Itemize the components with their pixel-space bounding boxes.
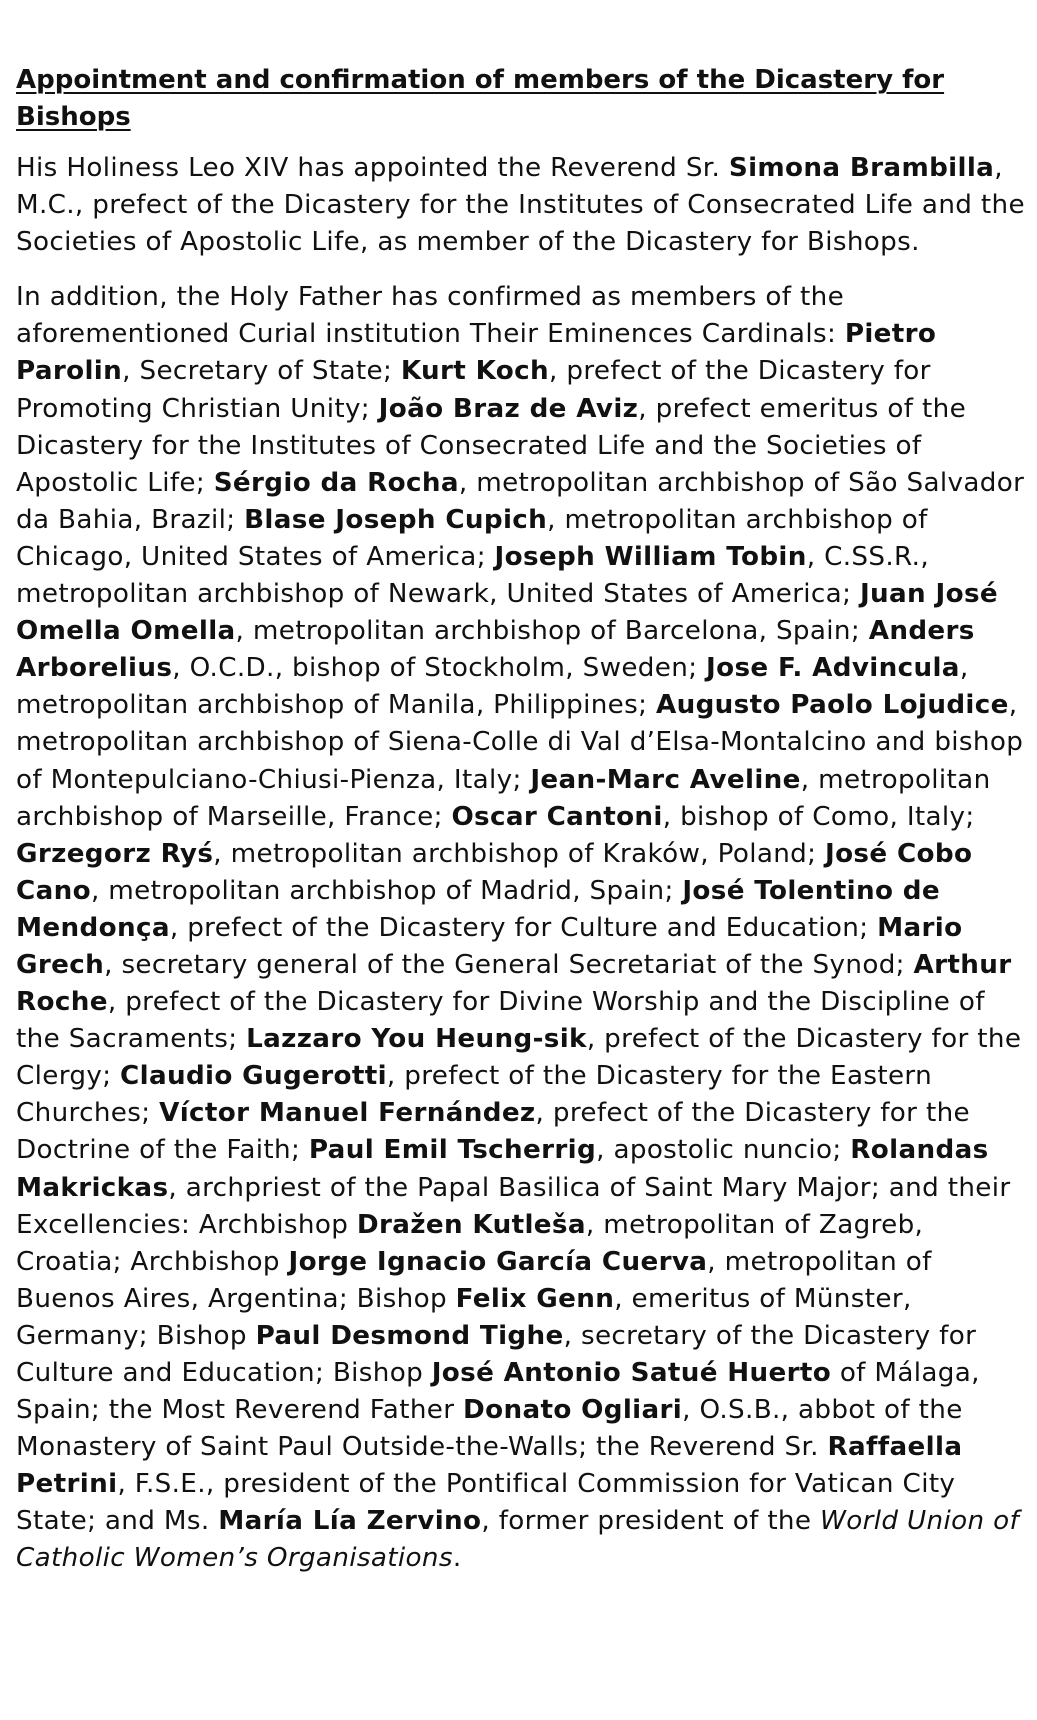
person-name: Oscar Cantoni — [451, 801, 663, 832]
text-run: of Málaga, Spain; the Most Reverend Father — [16, 1358, 980, 1426]
person-name: Lazzaro You Heung-sik — [246, 1024, 587, 1055]
text-run: , bishop of Como, Italy; — [662, 801, 975, 832]
person-name: Jorge Ignacio García Cuerva — [288, 1246, 708, 1277]
person-name: Raffaella Petrini — [16, 1432, 963, 1500]
person-name: Paul Emil Tscherrig — [308, 1135, 597, 1166]
text-run: , prefect of the Dicastery for Promoting Christian Unity; — [16, 356, 931, 424]
person-name: Dražen Kutleša — [356, 1209, 586, 1240]
text-run: , secretary of the Dicastery for Culture and Education; Bishop — [16, 1320, 977, 1388]
person-name: Donato Ogliari — [463, 1395, 683, 1426]
person-name: Víctor Manuel Fernández — [159, 1098, 536, 1129]
text-run: , prefect of the Dicastery for Divine Worship and the Discipline of the Sacraments; — [16, 987, 985, 1055]
person-name: Augusto Paolo Lojudice — [655, 690, 1009, 721]
person-name: Grzegorz Ryś — [16, 838, 214, 869]
text-run: , secretary general of the General Secretariat of the Synod; — [104, 949, 914, 980]
person-name: Paul Desmond Tighe — [255, 1320, 564, 1351]
text-run: , prefect of the Dicastery for Culture and Education; — [169, 912, 878, 943]
person-name: Arthur Roche — [16, 949, 1012, 1018]
text-run: , former president of the — [481, 1506, 821, 1537]
organisation-name: World Union of Catholic Women’s Organisations — [16, 1506, 1020, 1574]
text-run: , O.C.D., bishop of Stockholm, Sweden; — [172, 653, 707, 684]
person-name: José Antonio Satué Huerto — [431, 1358, 832, 1388]
person-name: Anders Arborelius — [16, 616, 975, 684]
person-name: Kurt Koch — [400, 356, 550, 387]
person-name: Simona Brambilla — [728, 153, 995, 183]
text-run: , M.C., prefect of the Dicastery for the Institutes of Consecrated Life and the Societies of Apostolic Life, as member of the Dicastery for Bishops. — [16, 153, 1025, 258]
text-run: His Holiness Leo XIV has appointed the Reverend Sr. — [16, 153, 729, 183]
person-name: Felix Genn — [455, 1283, 615, 1314]
article-title: Appointment and confirmation of members of the Dicastery for Bishops — [16, 65, 945, 132]
text-run: . — [452, 1543, 462, 1574]
text-run: , Secretary of State; — [122, 356, 401, 387]
person-name: Pietro Parolin — [16, 319, 937, 387]
text-run: , apostolic nuncio; — [596, 1135, 851, 1166]
appointment-paragraph — [16, 150, 1028, 261]
person-name: Jean-Marc Aveline — [530, 764, 801, 795]
person-name: Sérgio da Rocha — [213, 467, 459, 498]
text-run: , metropolitan archbishop of São Salvador da Bahia, Brazil; — [16, 467, 1025, 535]
person-name: José Cobo Cano — [16, 838, 973, 906]
text-run: , C.SS.R., metropolitan archbishop of Newark, United States of America; — [16, 541, 929, 610]
person-name: Jose F. Advincula — [706, 653, 960, 684]
text-run: , F.S.E., president of the Pontifical Commission for Vatican City State; and Ms. — [16, 1469, 956, 1537]
text-run: , metropolitan of Zagreb, Croatia; Archbishop — [16, 1209, 924, 1277]
text-run: , prefect of the Dicastery for the Clergy; — [16, 1024, 1022, 1092]
person-name: Claudio Gugerotti — [120, 1061, 387, 1092]
person-name: João Braz de Aviz — [378, 393, 639, 424]
person-name: Joseph William Tobin — [494, 541, 807, 572]
person-name: Juan José Omella Omella — [16, 579, 998, 647]
text-run: , emeritus of Münster, Germany; Bishop — [16, 1283, 912, 1351]
text-run: , O.S.B., abbot of the Monastery of Saint Paul Outside-the-Walls; the Reverend Sr. — [16, 1395, 963, 1463]
person-name: Rolandas Makrickas — [16, 1135, 989, 1203]
text-run: , metropolitan archbishop of Chicago, United States of America; — [16, 504, 928, 572]
person-name: Mario Grech — [16, 912, 963, 980]
text-run: , metropolitan archbishop of Kraków, Poland; — [213, 838, 825, 869]
text-run: , metropolitan of Buenos Aires, Argentina; Bishop — [16, 1246, 932, 1314]
text-run: , metropolitan archbishop of Siena-Colle di Val d’Elsa-Montalcino and bishop of Montepulciano-Chiusi-Pienza, Italy; — [16, 690, 1024, 795]
text-run: , metropolitan archbishop of Manila, Philippines; — [16, 653, 969, 721]
text-run: , metropolitan archbishop of Madrid, Spain; — [90, 875, 683, 906]
person-name: José Tolentino de Mendonça — [16, 875, 940, 943]
person-name: María Lía Zervino — [218, 1506, 482, 1537]
confirmation-paragraph — [16, 279, 1028, 1577]
article — [16, 62, 1028, 1596]
text-run: , archpriest of the Papal Basilica of Saint Mary Major; and their Excellencies: Archbishop — [16, 1172, 1011, 1240]
person-name: Blase Joseph Cupich — [244, 504, 548, 535]
text-run: , prefect emeritus of the Dicastery for the Institutes of Consecrated Life and the Societies of Apostolic Life; — [16, 393, 967, 498]
text-run: , metropolitan archbishop of Marseille, France; — [16, 764, 991, 832]
text-run: In addition, the Holy Father has confirmed as members of the aforementioned Curial institution Their Eminences Cardinals: — [16, 282, 845, 350]
text-run: , prefect of the Dicastery for the Eastern Churches; — [16, 1061, 933, 1129]
text-run: , prefect of the Dicastery for the Doctrine of the Faith; — [16, 1098, 970, 1166]
text-run: , metropolitan archbishop of Barcelona, Spain; — [235, 616, 869, 647]
